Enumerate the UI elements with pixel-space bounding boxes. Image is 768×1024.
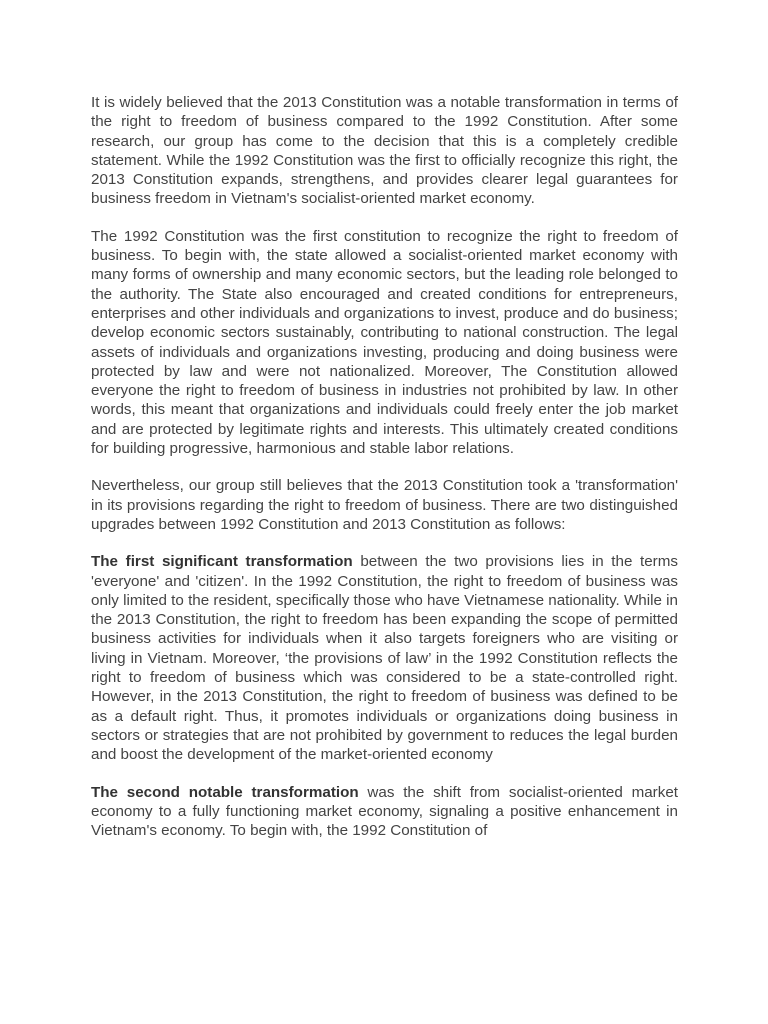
- document-page: [91, 93, 678, 858]
- paragraph-second-transformation-text: was the shift from socialist-oriented market economy to a fully functioning market economy, signaling a positive enhancement in Vietnam's economy. To begin with, the 1992 Constitution of: [91, 783, 678, 840]
- paragraph-second-transformation: [91, 783, 678, 841]
- paragraph-first-transformation-text: between the two provisions lies in the terms 'everyone' and 'citizen'. In the 1992 Constitution, the right to freedom of business was only limited to the resident, specifically those who have Vietnamese nationality. While in the 2013 Constitution, the right to freedom has been expanding the scope of permitted business activities for individuals when it also targets foreigners who are visiting or living in Vietnam. Moreover, ‘the provisions of law’ in the 1992 Constitution reflects the right to freedom of business which was considered to be a state-controlled right. However, in the 2013 Constitution, the right to freedom of business was defined to be as a default right. Thus, it promotes individuals or organizations doing business in sectors or strategies that are not prohibited by government to reduces the legal burden and boost the development of the market-oriented economy: [91, 553, 678, 764]
- paragraph-1992-constitution-text: The 1992 Constitution was the first constitution to recognize the right to freedom of business. To begin with, the state allowed a socialist-oriented market economy with many forms of ownership and many economic sectors, but the leading role belonged to the authority. The State also encouraged and created conditions for entrepreneurs, enterprises and other individuals and organizations to invest, produce and do business; develop economic sectors sustainably, contributing to national construction. The legal assets of individuals and organizations investing, producing and doing business were protected by law and were not nationalized. Moreover, The Constitution allowed everyone the right to freedom of business in industries not prohibited by law. In other words, this meant that organizations and individuals could freely enter the job market and are protected by legitimate rights and interests. This ultimately created conditions for building progressive, harmonious and stable labor relations.: [91, 227, 678, 458]
- paragraph-first-transformation: [91, 552, 678, 764]
- paragraph-first-transformation-lead: The first significant transformation: [91, 553, 353, 571]
- paragraph-nevertheless: [91, 476, 678, 534]
- paragraph-1992-constitution: [91, 227, 678, 459]
- paragraph-intro-text: It is widely believed that the 2013 Constitution was a notable transformation in terms of the right to freedom of business compared to the 1992 Constitution. After some research, our group has come to the decision that this is a completely credible statement. While the 1992 Constitution was the first to officially recognize this right, the 2013 Constitution expands, strengthens, and provides clearer legal guarantees for business freedom in Vietnam's socialist-oriented market economy.: [91, 94, 678, 208]
- paragraph-nevertheless-text: Nevertheless, our group still believes that the 2013 Constitution took a 'transformation' in its provisions regarding the right to freedom of business. There are two distinguished upgrades between 1992 Constitution and 2013 Constitution as follows:: [91, 477, 678, 533]
- paragraph-second-transformation-lead: The second notable transformation: [91, 783, 359, 801]
- paragraph-intro: [91, 93, 678, 209]
